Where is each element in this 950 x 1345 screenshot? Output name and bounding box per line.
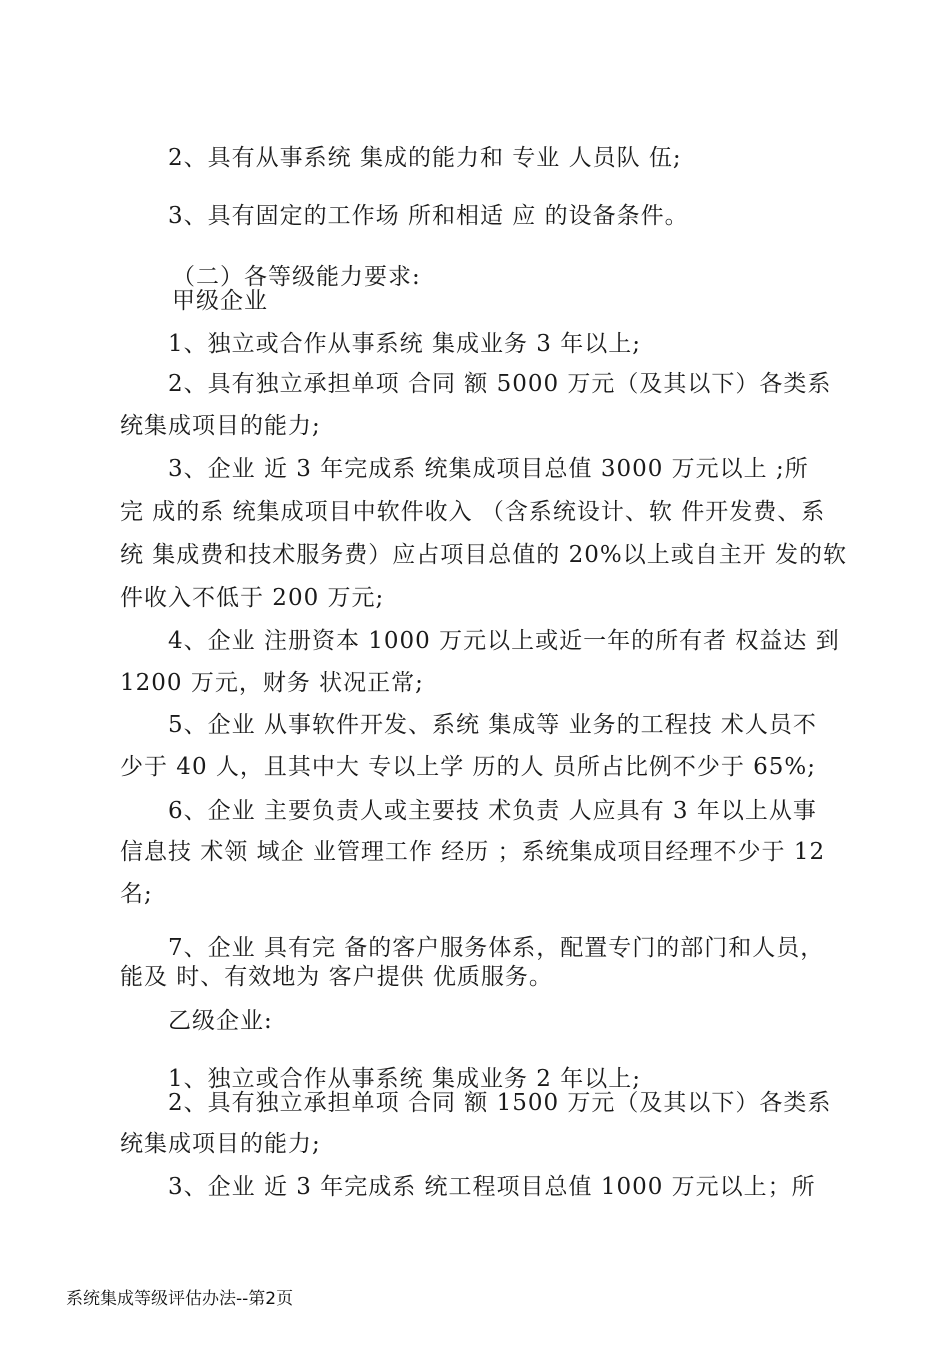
text-line: 2、具有独立承担单项 合同 额 1500 万元（及其以下）各类系: [168, 1090, 832, 1116]
text-line: 信息技 术领 域企 业管理工作 经历 ；系统集成项目经理不少于 12: [120, 839, 826, 865]
text-line: 1、独立或合作从事系统 集成业务 3 年以上;: [168, 331, 641, 357]
text-line: 3、企业 近 3 年完成系 统集成项目总值 3000 万元以上 ;所: [168, 456, 809, 482]
section-heading: （二）各等级能力要求:: [172, 264, 421, 290]
text-line: 3、企业 近 3 年完成系 统工程项目总值 1000 万元以上；所: [168, 1174, 816, 1200]
text-line: 2、具有独立承担单项 合同 额 5000 万元（及其以下）各类系: [168, 371, 832, 397]
text-line: 1、独立或合作从事系统 集成业务 2 年以上;: [168, 1066, 641, 1092]
text-line: 1200 万元，财务 状况正常;: [120, 670, 424, 696]
page-footer: 系统集成等级评估办法--第2页: [66, 1289, 294, 1309]
text-line: 2、具有从事系统 集成的能力和 专业 人员队 伍;: [168, 145, 682, 171]
subsection-heading: 乙级企业:: [168, 1008, 273, 1034]
text-line: 完 成的系 统集成项目中软件收入 （含系统设计、软 件开发费、系: [120, 499, 826, 525]
text-line: 统集成项目的能力;: [120, 1131, 321, 1157]
text-line: 7、企业 具有完 备的客户服务体系，配置专门的部门和人员，: [168, 935, 825, 961]
text-line: 少于 40 人，且其中大 专以上学 历的人 员所占比例不少于 65%;: [120, 754, 817, 780]
text-line: 名;: [120, 881, 153, 907]
subsection-heading: 甲级企业: [172, 288, 268, 314]
text-line: 件收入不低于 200 万元;: [120, 585, 385, 611]
text-line: 4、企业 注册资本 1000 万元以上或近一年的所有者 权益达 到: [168, 628, 840, 654]
text-line: 6、企业 主要负责人或主要技 术负责 人应具有 3 年以上从事: [168, 798, 817, 824]
text-line: 统 集成费和技术服务费）应占项目总值的 20%以上或自主开 发的软: [120, 542, 848, 568]
text-line: 能及 时、有效地为 客户提供 优质服务。: [120, 964, 553, 990]
text-line: 3、具有固定的工作场 所和相适 应 的设备条件。: [168, 203, 689, 229]
text-line: 统集成项目的能力;: [120, 413, 321, 439]
text-line: 5、企业 从事软件开发、系统 集成等 业务的工程技 术人员不: [168, 712, 817, 738]
